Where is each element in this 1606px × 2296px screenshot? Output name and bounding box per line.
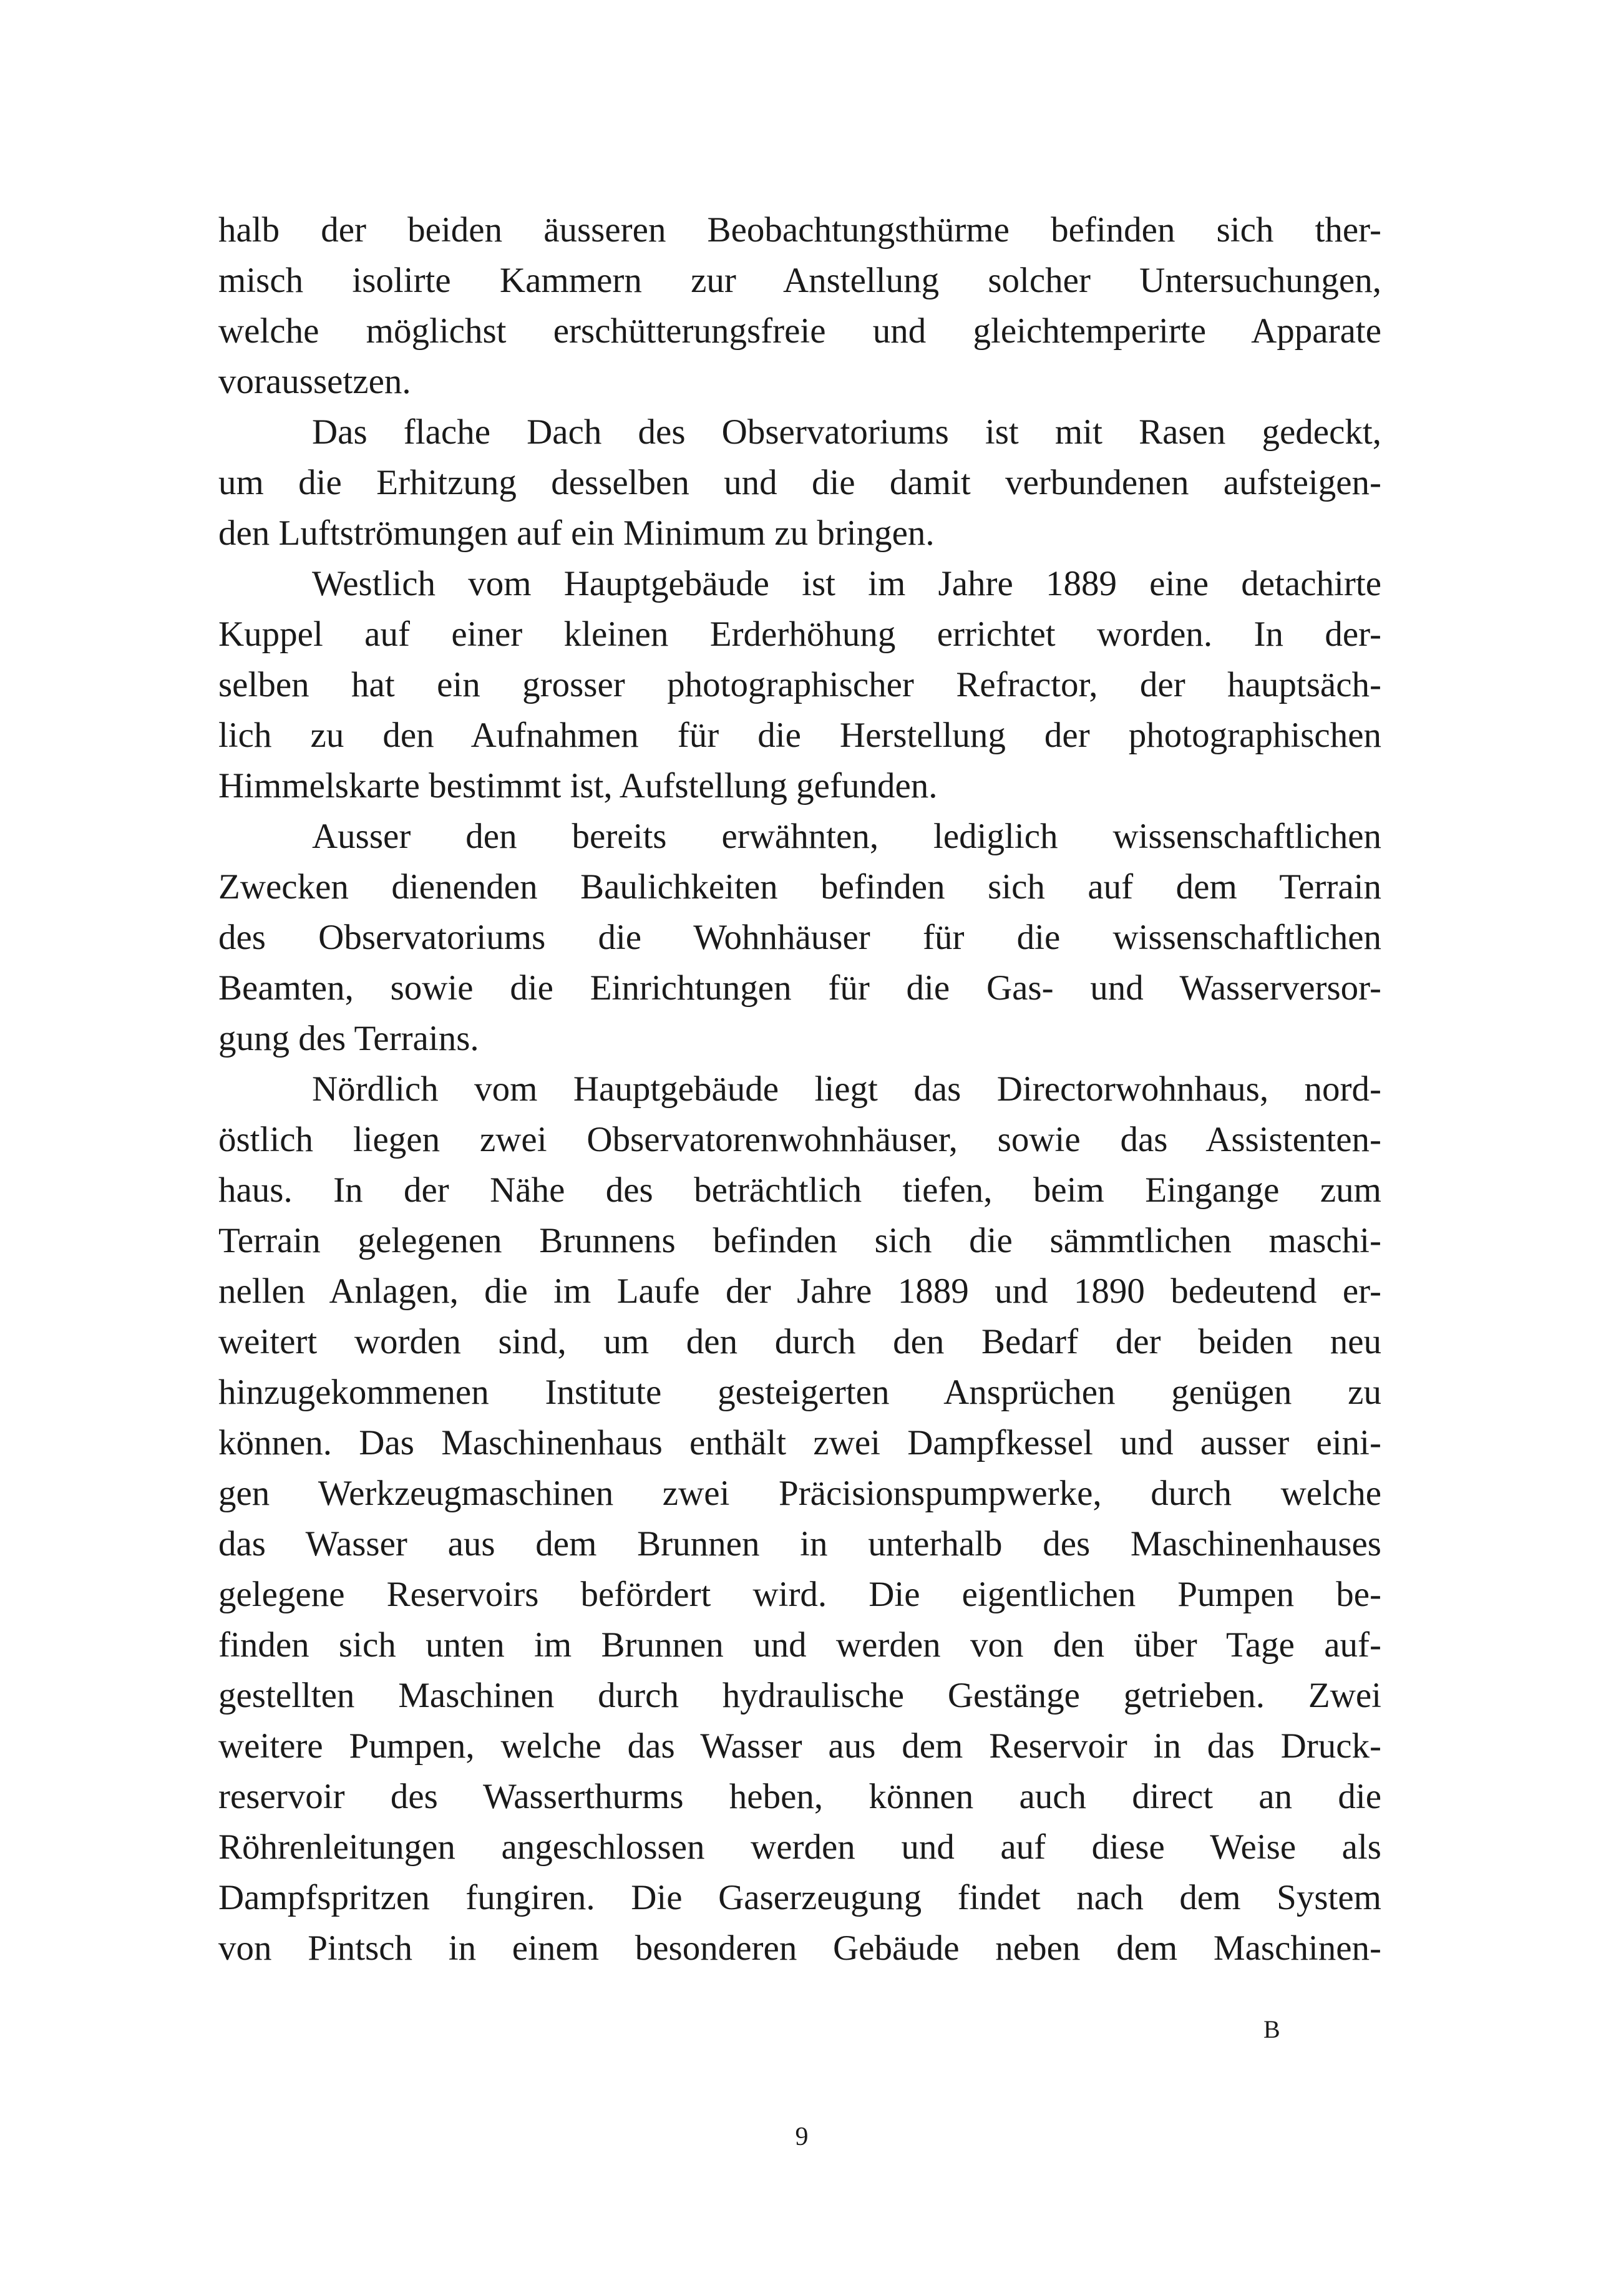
text-line: hinzugekommenen Institute gesteigerten Ansprüchen genügen zu bbox=[218, 1373, 1381, 1412]
text-line: des Observatoriums die Wohnhäuser für die wissenschaftlichen bbox=[218, 918, 1381, 957]
text-line: Dampfspritzen fungiren. Die Gaserzeugung findet nach dem System bbox=[218, 1878, 1381, 1917]
body-text bbox=[218, 205, 1381, 1973]
text-line: östlich liegen zwei Observatorenwohnhäuser, sowie das Assistenten- bbox=[218, 1120, 1381, 1159]
text-line: finden sich unten im Brunnen und werden von den über Tage auf- bbox=[218, 1625, 1381, 1665]
text-line: halb der beiden äusseren Beobachtungsthürme befinden sich ther- bbox=[218, 210, 1381, 250]
signature-mark: B bbox=[1263, 2015, 1280, 2043]
text-line: Zwecken dienenden Baulichkeiten befinden sich auf dem Terrain bbox=[218, 867, 1381, 907]
text-line: Röhrenleitungen angeschlossen werden und auf diese Weise als bbox=[218, 1827, 1381, 1867]
text-line: von Pintsch in einem besonderen Gebäude neben dem Maschinen- bbox=[218, 1929, 1381, 1968]
text-line: können. Das Maschinenhaus enthält zwei Dampfkessel und ausser eini- bbox=[218, 1423, 1381, 1462]
text-line: Kuppel auf einer kleinen Erderhöhung errichtet worden. In der- bbox=[218, 615, 1381, 654]
text-line: Ausser den bereits erwähnten, lediglich wissenschaftlichen bbox=[312, 817, 1381, 856]
text-line: den Luftströmungen auf ein Minimum zu bringen. bbox=[218, 513, 935, 553]
text-line: selben hat ein grosser photographischer Refractor, der hauptsäch- bbox=[218, 665, 1381, 704]
text-line: nellen Anlagen, die im Laufe der Jahre 1889 und 1890 bedeutend er- bbox=[218, 1272, 1381, 1311]
text-line: lich zu den Aufnahmen für die Herstellung der photographischen bbox=[218, 716, 1381, 755]
text-line: Himmelskarte bestimmt ist, Aufstellung gefunden. bbox=[218, 766, 938, 805]
text-line: misch isolirte Kammern zur Anstellung solcher Untersuchungen, bbox=[218, 261, 1381, 300]
text-line: gung des Terrains. bbox=[218, 1019, 479, 1058]
text-line: Beamten, sowie die Einrichtungen für die Gas- und Wasserversor- bbox=[218, 968, 1381, 1008]
text-line: um die Erhitzung desselben und die damit verbundenen aufsteigen- bbox=[218, 463, 1381, 502]
text-line: Terrain gelegenen Brunnens befinden sich die sämmtlichen maschi- bbox=[218, 1221, 1381, 1260]
text-line: welche möglichst erschütterungsfreie und gleichtemperirte Apparate bbox=[218, 311, 1381, 351]
text-line: weitert worden sind, um den durch den Bedarf der beiden neu bbox=[218, 1322, 1381, 1361]
text-line: Westlich vom Hauptgebäude ist im Jahre 1889 eine detachirte bbox=[312, 564, 1381, 603]
text-line: weitere Pumpen, welche das Wasser aus dem Reservoir in das Druck- bbox=[218, 1726, 1381, 1766]
text-line: Das flache Dach des Observatoriums ist mit Rasen gedeckt, bbox=[312, 412, 1381, 452]
text-line: haus. In der Nähe des beträchtlich tiefen, beim Eingange zum bbox=[218, 1170, 1381, 1210]
text-line: gen Werkzeugmaschinen zwei Präcisionspumpwerke, durch welche bbox=[218, 1474, 1381, 1513]
text-line: das Wasser aus dem Brunnen in unterhalb des Maschinenhauses bbox=[218, 1524, 1381, 1564]
text-line: gelegene Reservoirs befördert wird. Die eigentlichen Pumpen be- bbox=[218, 1575, 1381, 1614]
text-line: voraussetzen. bbox=[218, 362, 411, 401]
text-line: reservoir des Wasserthurms heben, können auch direct an die bbox=[218, 1777, 1381, 1816]
text-line: Nördlich vom Hauptgebäude liegt das Directorwohnhaus, nord- bbox=[312, 1069, 1381, 1109]
text-line: gestellten Maschinen durch hydraulische Gestänge getrieben. Zwei bbox=[218, 1676, 1381, 1715]
page-number: 9 bbox=[795, 2123, 809, 2151]
